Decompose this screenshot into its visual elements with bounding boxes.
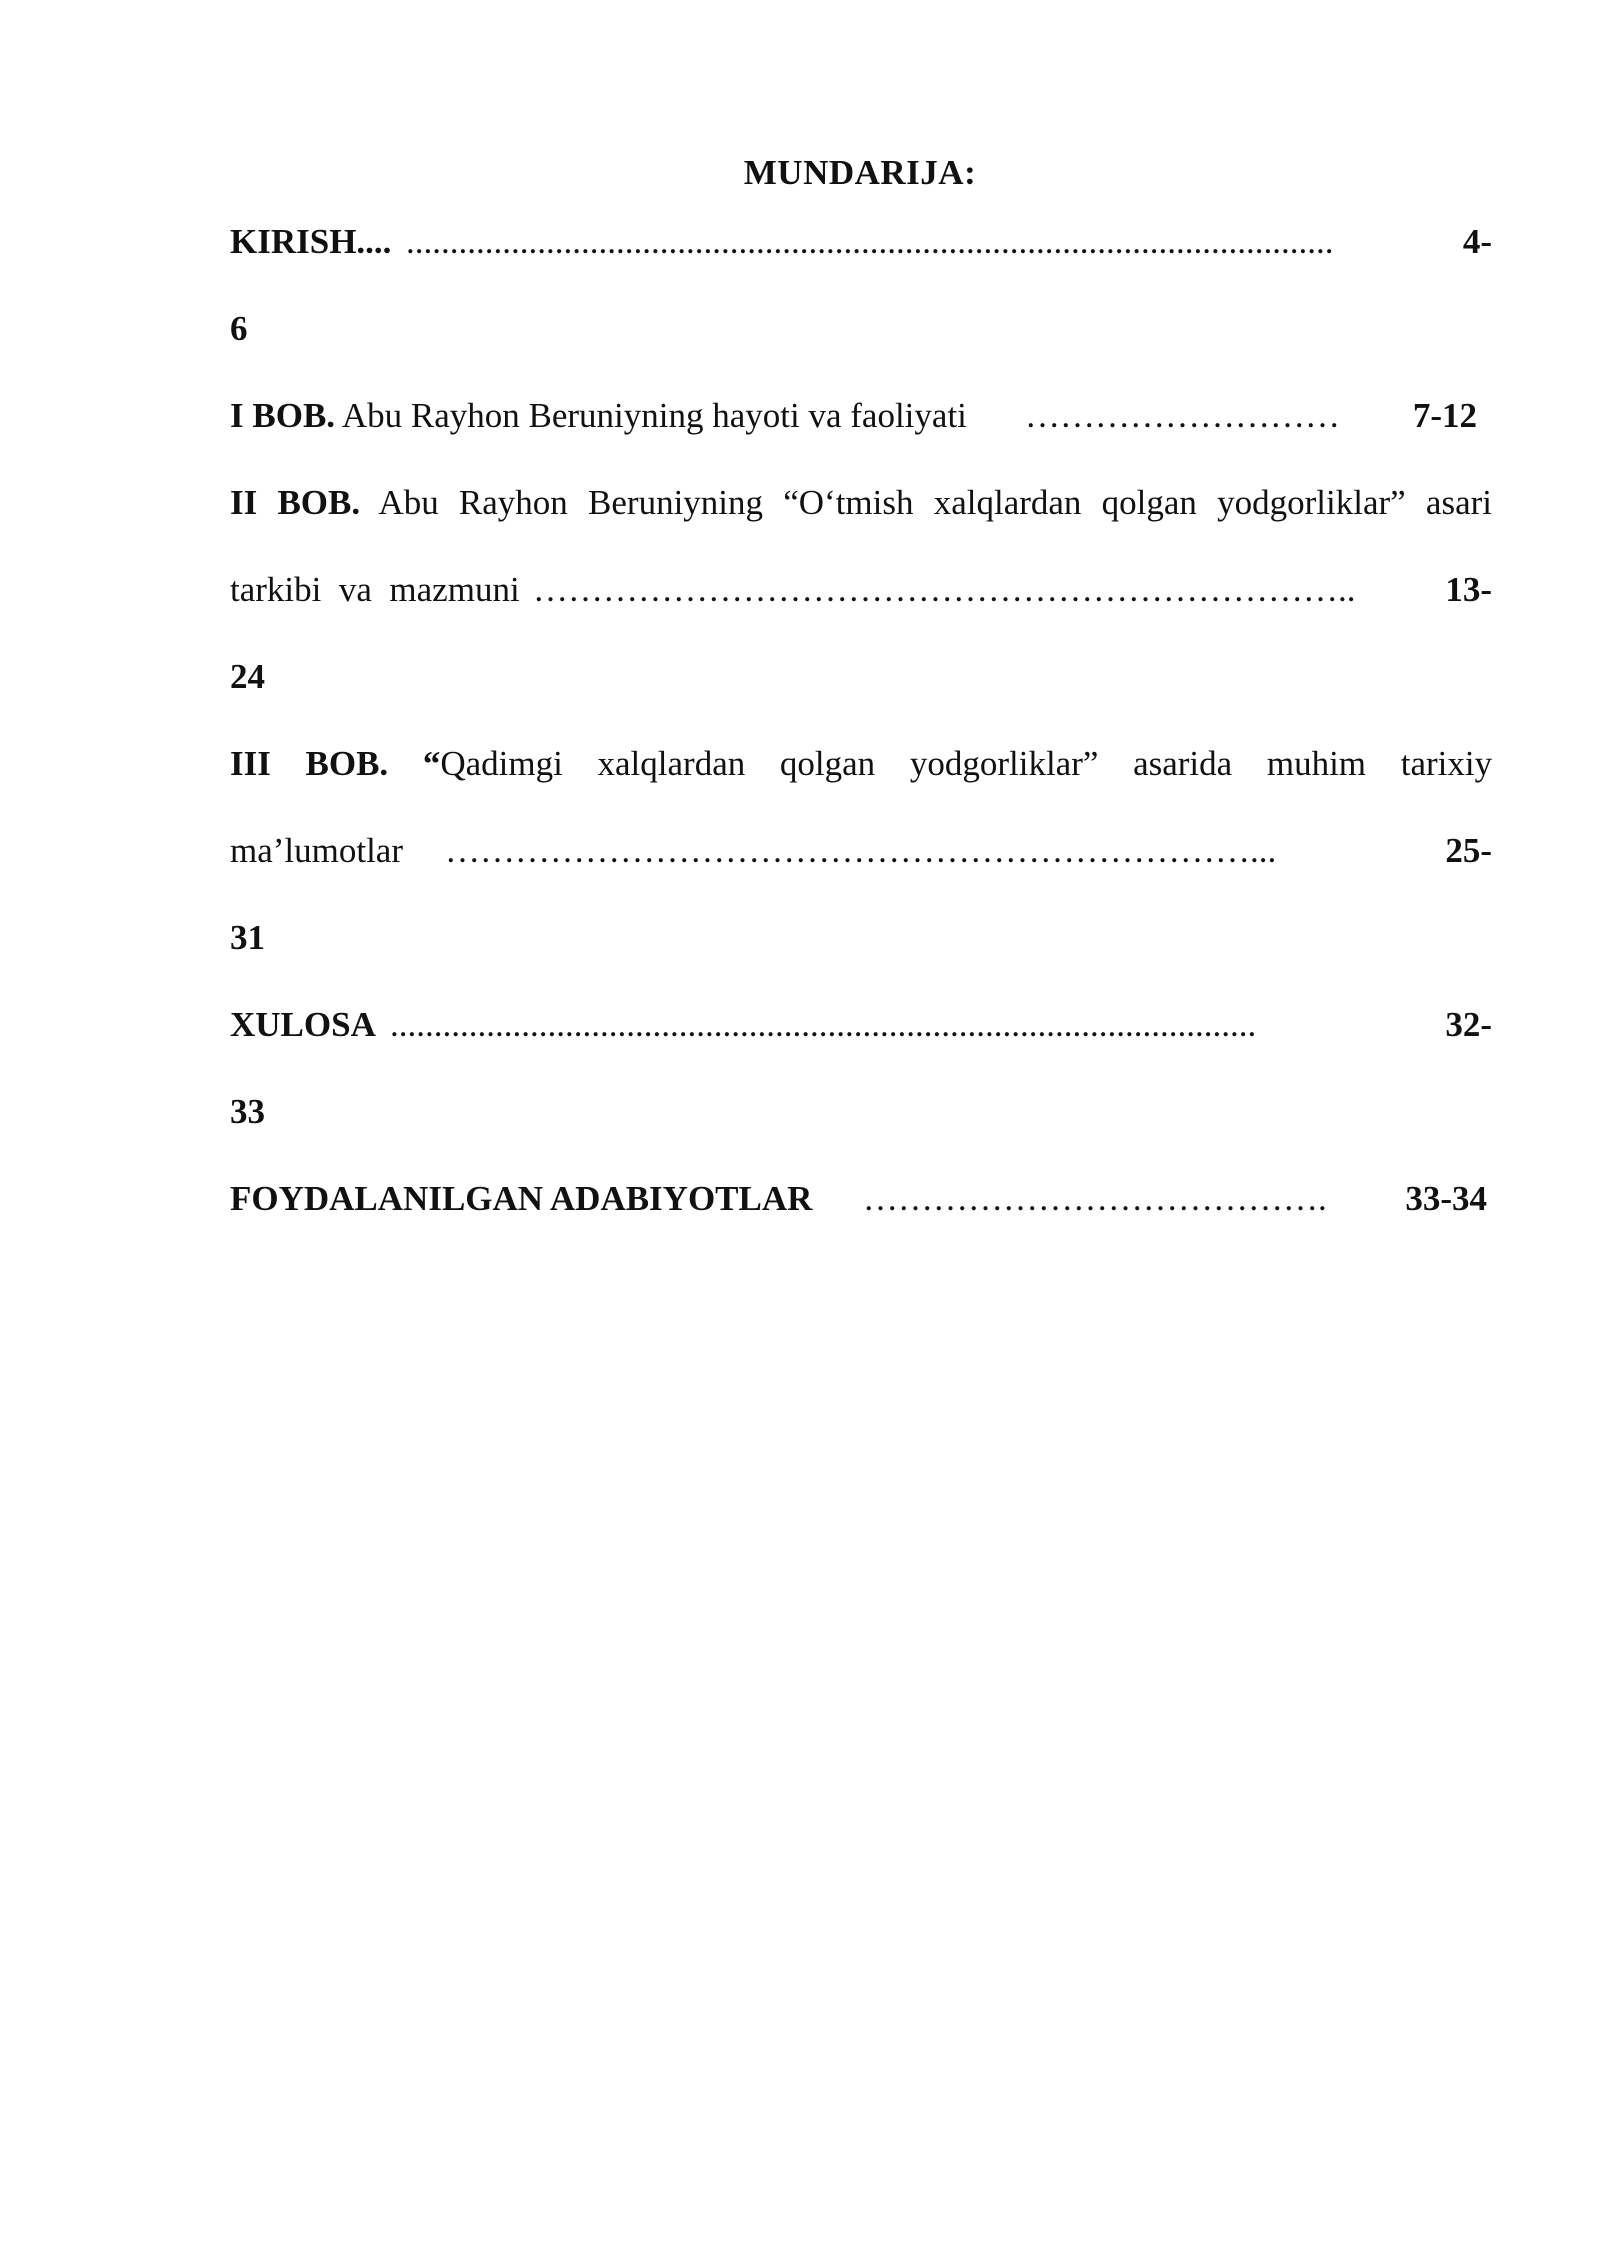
toc-entry-word: tarkibi — [230, 570, 322, 609]
toc-entry-bob-2 — [230, 483, 1492, 523]
toc-entry-label: KIRISH.... — [230, 222, 392, 261]
toc-entry-bob-1 — [230, 396, 1492, 436]
toc-entry-prefix: III BOB. — [230, 744, 389, 783]
toc-entry-word: “O‘tmish — [783, 483, 914, 522]
toc-page-number-continued: 6 — [230, 309, 248, 348]
toc-entry-label: XULOSA — [230, 1005, 376, 1044]
toc-entry-bob-3 — [230, 744, 1492, 784]
toc-entry-word: xalqlardan — [597, 744, 746, 783]
toc-entry-word: yodgorliklar” — [909, 744, 1099, 783]
toc-entry-word: tarixiy — [1400, 744, 1493, 783]
toc-entry-bob-3-continued — [230, 831, 1492, 871]
toc-entry-bob-2-continued — [230, 570, 1492, 610]
toc-entry-word: asari — [1425, 483, 1492, 522]
toc-page-number: 33-34 — [1405, 1179, 1487, 1218]
toc-page-number: 25- — [1445, 831, 1492, 870]
toc-entry-word: Rayhon — [458, 483, 568, 522]
toc-entry-label: FOYDALANILGAN ADABIYOTLAR — [230, 1179, 813, 1218]
toc-entry-word: ma’lumotlar — [230, 831, 404, 870]
toc-entry-word: yodgorliklar” — [1217, 483, 1406, 522]
toc-entry-word: qolgan — [779, 744, 876, 783]
toc-entry-word: asarida — [1133, 744, 1233, 783]
toc-entry-word: Beruniyning — [588, 483, 764, 522]
toc-title: MUNDARIJA: — [743, 153, 977, 192]
toc-entry-adabiyotlar — [230, 1179, 1492, 1219]
toc-entry-xulosa — [230, 1005, 1492, 1045]
toc-page-number: 4- — [1462, 222, 1492, 261]
toc-page-number: 13- — [1445, 570, 1492, 609]
toc-entry-text: Abu Rayhon Beruniyning hayoti va faoliyati — [335, 396, 967, 435]
toc-leader-dots: …………………………………………………………….. — [533, 570, 1356, 609]
toc-page-number-continued: 24 — [230, 657, 265, 696]
toc-leader-dots: ................................................................................................... — [390, 1005, 1257, 1044]
toc-entry-word: qolgan — [1101, 483, 1197, 522]
toc-page-number: 7-12 — [1412, 396, 1477, 435]
toc-page-number-continued: 31 — [230, 918, 265, 957]
toc-entry-word: va — [338, 570, 372, 609]
toc-entry-word: Abu — [378, 483, 439, 522]
toc-entry-prefix: I BOB. — [230, 396, 336, 435]
toc-entry-word: muhim — [1266, 744, 1367, 783]
toc-entry-quote: “ — [422, 744, 441, 783]
toc-leader-dots: ……………………………………………………………... — [445, 831, 1277, 870]
toc-entry-word: mazmuni — [389, 570, 520, 609]
toc-entry-word: xalqlardan — [933, 483, 1082, 522]
toc-page-number-continued: 33 — [230, 1092, 265, 1131]
toc-entry-kirish — [230, 222, 1492, 262]
toc-entry-word: Qadimgi — [440, 744, 563, 783]
toc-page-number: 32- — [1445, 1005, 1492, 1044]
toc-leader-dots: ……………………… — [1025, 396, 1340, 435]
toc-leader-dots: .......................................................................................................... — [406, 222, 1334, 261]
toc-leader-dots: …………………………………. — [863, 1179, 1327, 1218]
toc-entry-prefix: II BOB. — [230, 483, 361, 522]
